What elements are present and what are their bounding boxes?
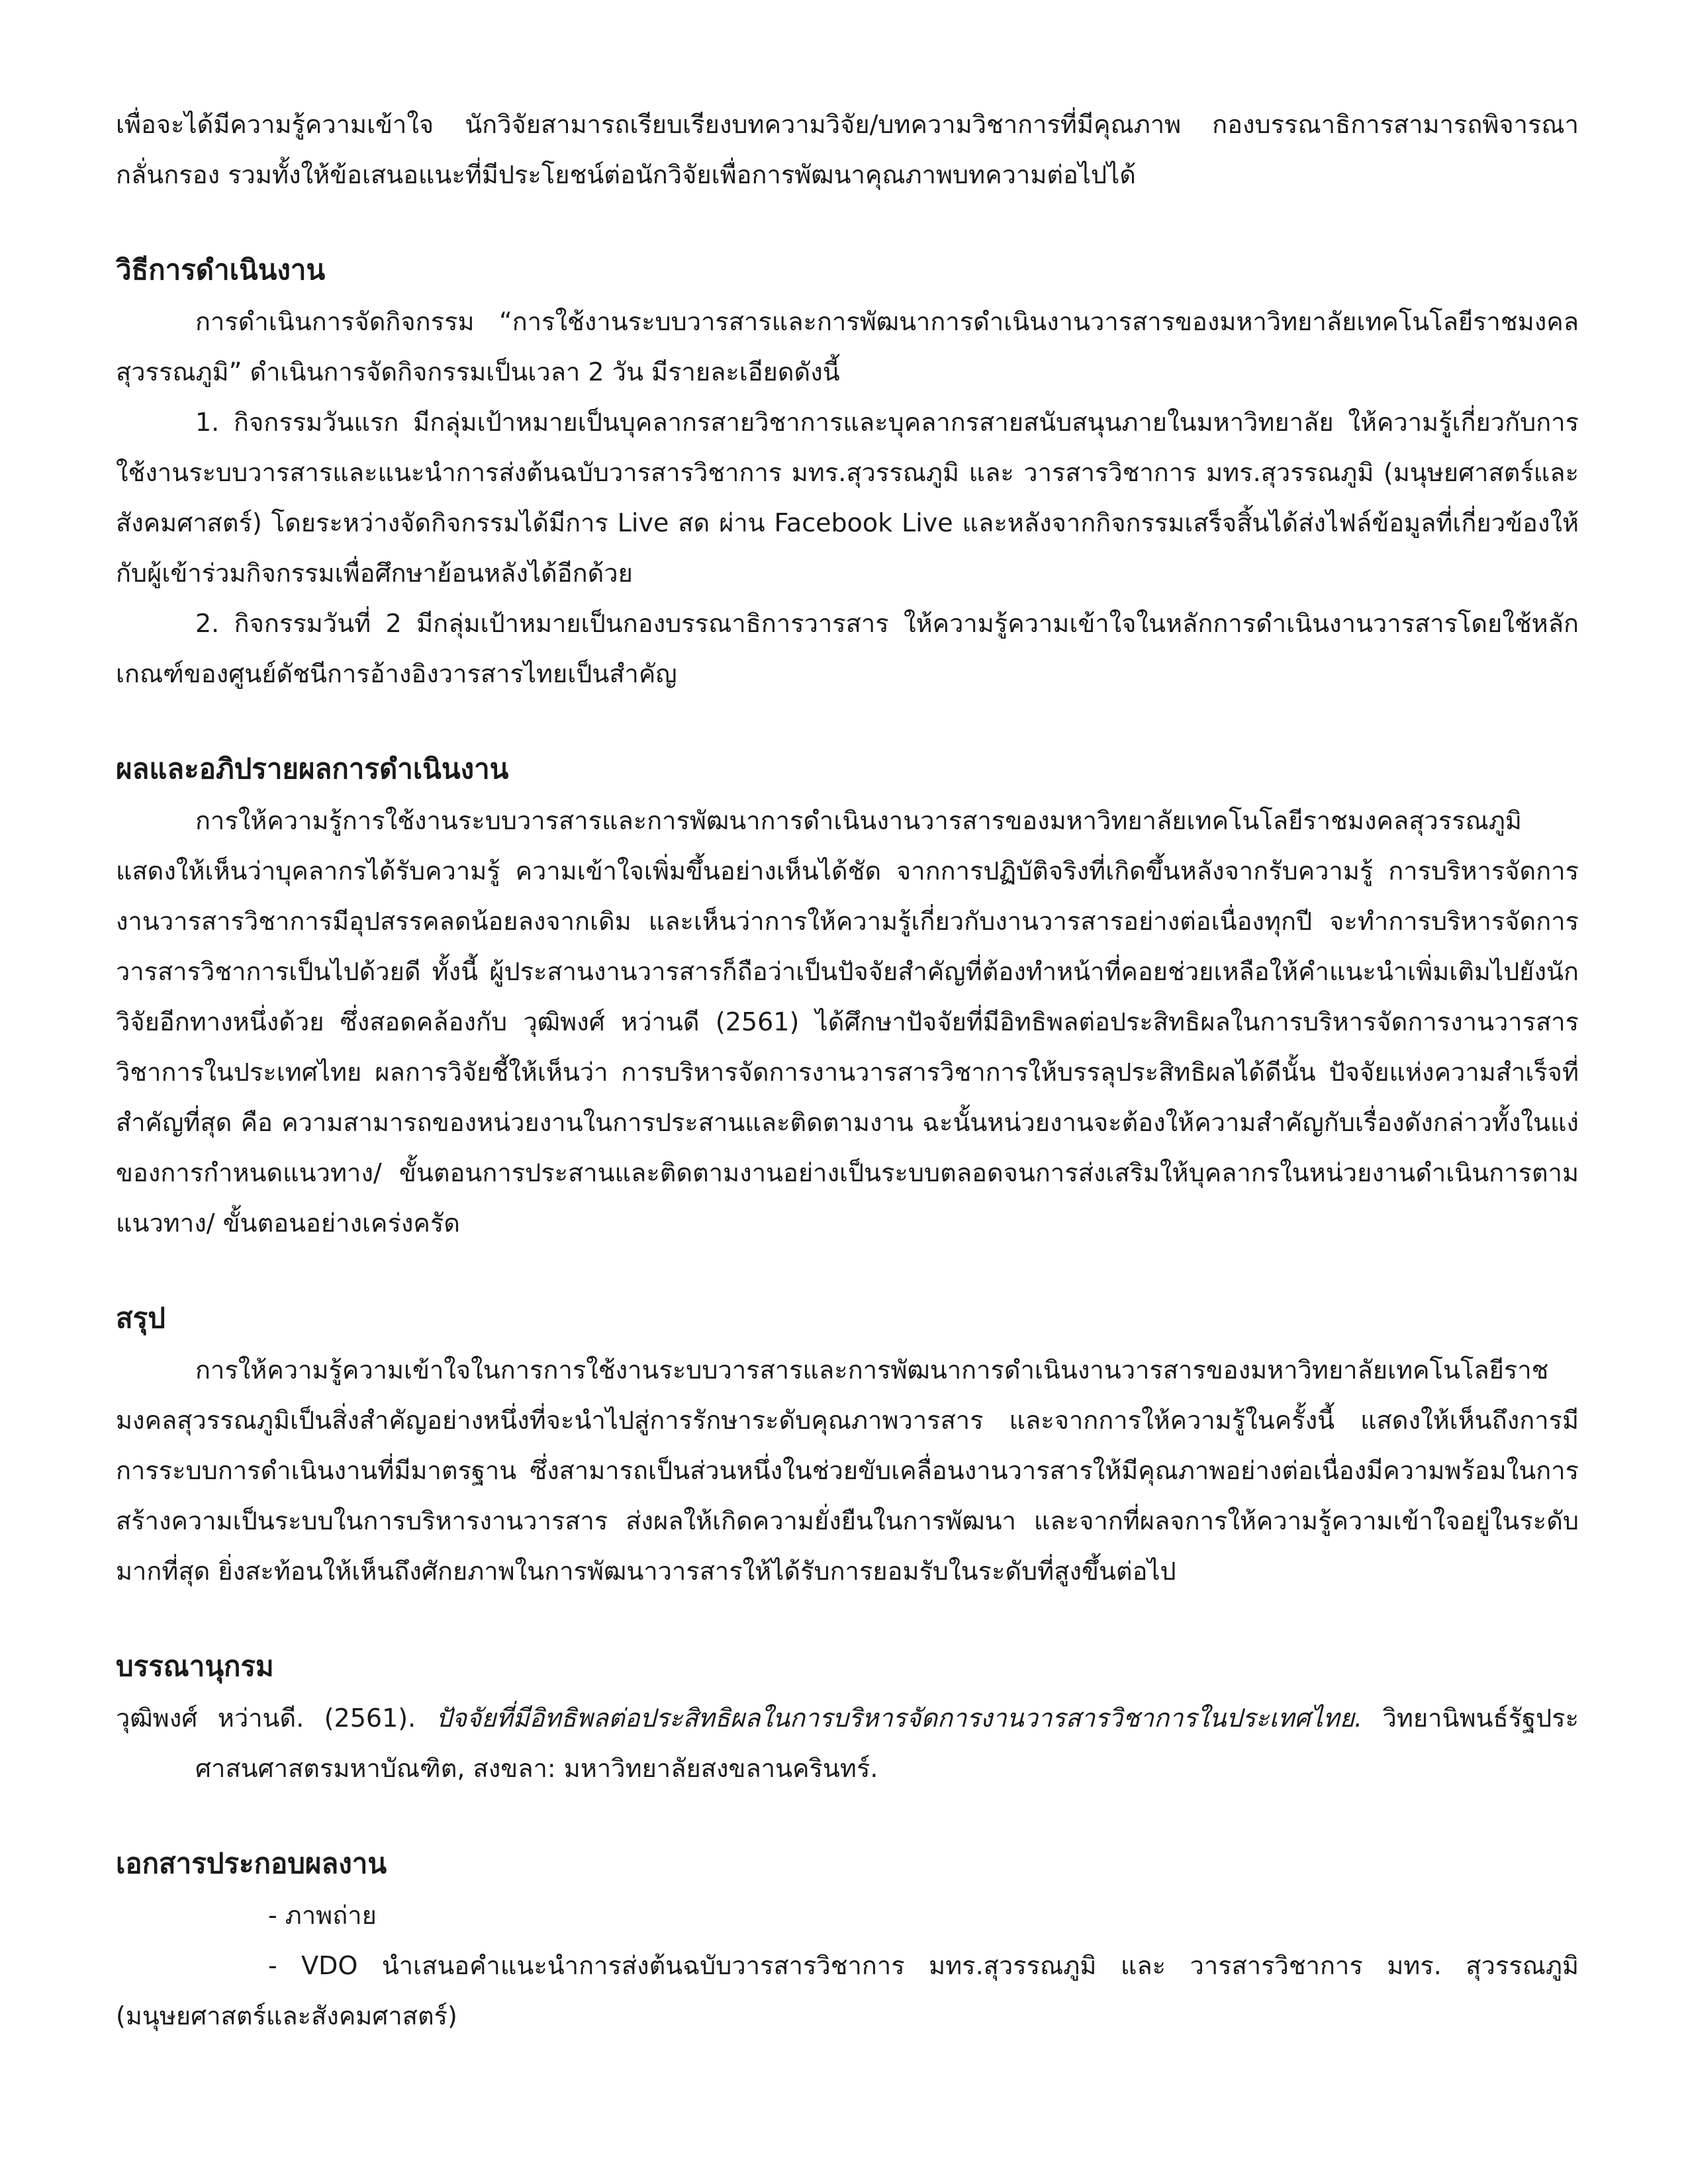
reference-publication: วิทยานิพนธ์รัฐประศาสนศาสตรมหาบัณฑิต, สงขลา: มหาวิทยาลัยสงขลานครินทร์.: [195, 1704, 1579, 1783]
attachment-item-video: - VDO นำเสนอคำแนะนำการส่งต้นฉบับวารสารวิชาการ มทร.สุวรรณภูมิ และ วารสารวิชาการ มทร. สุวรรณภูมิ (มนุษยศาสตร์และสังคมศาสตร์): [116, 1951, 1579, 2030]
methods-paragraph-3: 2. กิจกรรมวันที่ 2 มีกลุ่มเป้าหมายเป็นกองบรรณาธิการวารสาร ให้ความรู้ความเข้าใจในหลักการดำเนินงานวารสารโดยใช้หลักเกณฑ์ของศูนย์ดัชนีการอ้างอิงวารสารไทยเป็นสำคัญ: [116, 609, 1579, 688]
reference-author: วุฒิพงศ์ หว่านดี. (2561).: [116, 1704, 436, 1733]
results-paragraph: การให้ความรู้การใช้งานระบบวารสารและการพัฒนาการดำเนินงานวารสารของมหาวิทยาลัยเทคโนโลยีราชมงคลสุวรรณภูมิแสดงให้เห็นว่าบุคลากรได้รับความรู้ ความเข้าใจเพิ่มขึ้นอย่างเห็นได้ชัด จากการปฏิบัติจริงที่เกิดขึ้นหลังจากรับความรู้ การบริหารจัดการงานวารสารวิชาการมีอุปสรรคลดน้อยลงจากเดิม และเห็นว่าการให้ความรู้เกี่ยวกับงานวารสารอย่างต่อเนื่องทุกปี จะทำการบริหารจัดการวารสารวิชาการเป็นไปด้วยดี ทั้งนี้ ผู้ประสานงานวารสารก็ถือว่าเป็นปัจจัยสำคัญที่ต้องทำหน้าที่คอยช่วยเหลือให้คำแนะนำเพิ่มเติมไปยังนักวิจัยอีกทางหนึ่งด้วย ซึ่งสอดคล้องกับ วุฒิพงศ์ หว่านดี (2561) ได้ศึกษาปัจจัยที่มีอิทธิพลต่อประสิทธิผลในการบริหารจัดการงานวารสารวิชาการในประเทศไทย ผลการวิจัยชี้ให้เห็นว่า การบริหารจัดการงานวารสารวิชาการให้บรรลุประสิทธิผลได้ดีนั้น ปัจจัยแห่งความสำเร็จที่สำคัญที่สุด คือ ความสามารถของหน่วยงานในการประสานและติดตามงาน ฉะนั้นหน่วยงานจะต้องให้ความสำคัญกับเรื่องดังกล่าวทั้งในแง่ของการกำหนดแนวทาง/ ขั้นตอนการประสานและติดตามงานอย่างเป็นระบบตลอดจนการส่งเสริมให้บุคลากรในหน่วยงานดำเนินการตามแนวทาง/ ขั้นตอนอย่างเคร่งครัด: [116, 806, 1579, 1238]
methods-paragraph-2: 1. กิจกรรมวันแรก มีกลุ่มเป้าหมายเป็นบุคลากรสายวิชาการและบุคลากรสายสนับสนุนภายในมหาวิทยาลัย ให้ความรู้เกี่ยวกับการใช้งานระบบวารสารและแนะนำการส่งต้นฉบับวารสารวิชาการ มทร.สุวรรณภูมิ และ วารสารวิชาการ มทร.สุวรรณภูมิ (มนุษยศาสตร์และสังคมศาสตร์) โดยระหว่างจัดกิจกรรมได้มีการ Live สด ผ่าน Facebook Live และหลังจากกิจกรรมเสร็จสิ้นได้ส่งไฟล์ข้อมูลที่เกี่ยวข้องให้กับผู้เข้าร่วมกิจกรรมเพื่อศึกษาย้อนหลังได้อีกด้วย: [116, 408, 1579, 588]
intro-continuation-paragraph: เพื่อจะได้มีความรู้ความเข้าใจ นักวิจัยสามารถเรียบเรียงบทความวิจัย/บทความวิชาการที่มีคุณภาพ กองบรรณาธิการสามารถพิจารณากลั่นกรอง รวมทั้งให้ข้อเสนอแนะที่มีประโยชน์ต่อนักวิจัยเพื่อการพัฒนาคุณภาพบทความต่อไปได้: [116, 110, 1579, 189]
conclusion-paragraph: การให้ความรู้ความเข้าใจในการการใช้งานระบบวารสารและการพัฒนาการดำเนินงานวารสารของมหาวิทยาลัยเทคโนโลยีราชมงคลสุวรรณภูมิเป็นสิ่งสำคัญอย่างหนึ่งที่จะนำไปสู่การรักษาระดับคุณภาพวารสาร และจากการให้ความรู้ในครั้งนี้ แสดงให้เห็นถึงการมีการระบบการดำเนินงานที่มีมาตรฐาน ซึ่งสามารถเป็นส่วนหนึ่งในช่วยขับเคลื่อนงานวารสารให้มีคุณภาพอย่างต่อเนื่องมีความพร้อมในการสร้างความเป็นระบบในการบริหารงานวารสาร ส่งผลให้เกิดความยั่งยืนในการพัฒนา และจากที่ผลจการให้ความรู้ความเข้าใจอยู่ในระดับมากที่สุด ยิ่งสะท้อนให้เห็นถึงศักยภาพในการพัฒนาวารสารให้ได้รับการยอมรับในระดับที่สูงขึ้นต่อไป: [116, 1355, 1579, 1586]
results-heading: ผลและอภิปรายผลการดำเนินงาน: [116, 752, 509, 785]
reference-title: ปัจจัยที่มีอิทธิพลต่อประสิทธิผลในการบริหารจัดการงานวารสารวิชาการในประเทศไทย.: [436, 1704, 1363, 1733]
conclusion-heading: สรุป: [116, 1302, 165, 1334]
methods-heading: วิธีการดำเนินงาน: [116, 253, 326, 286]
attachment-item-photos: - ภาพถ่าย: [268, 1901, 377, 1930]
bibliography-heading: บรรณานุกรม: [116, 1650, 274, 1682]
document-page: [116, 99, 1579, 2041]
methods-paragraph-1: การดำเนินการจัดกิจกรรม “การใช้งานระบบวารสารและการพัฒนาการดำเนินงานวารสารของมหาวิทยาลัยเทคโนโลยีราชมงคลสุวรรณภูมิ” ดำเนินการจัดกิจกรรมเป็นเวลา 2 วัน มีรายละเอียดดังนี้: [116, 307, 1579, 387]
attachments-heading: เอกสารประกอบผลงาน: [116, 1847, 387, 1880]
bibliography-reference: [116, 1693, 1579, 1794]
